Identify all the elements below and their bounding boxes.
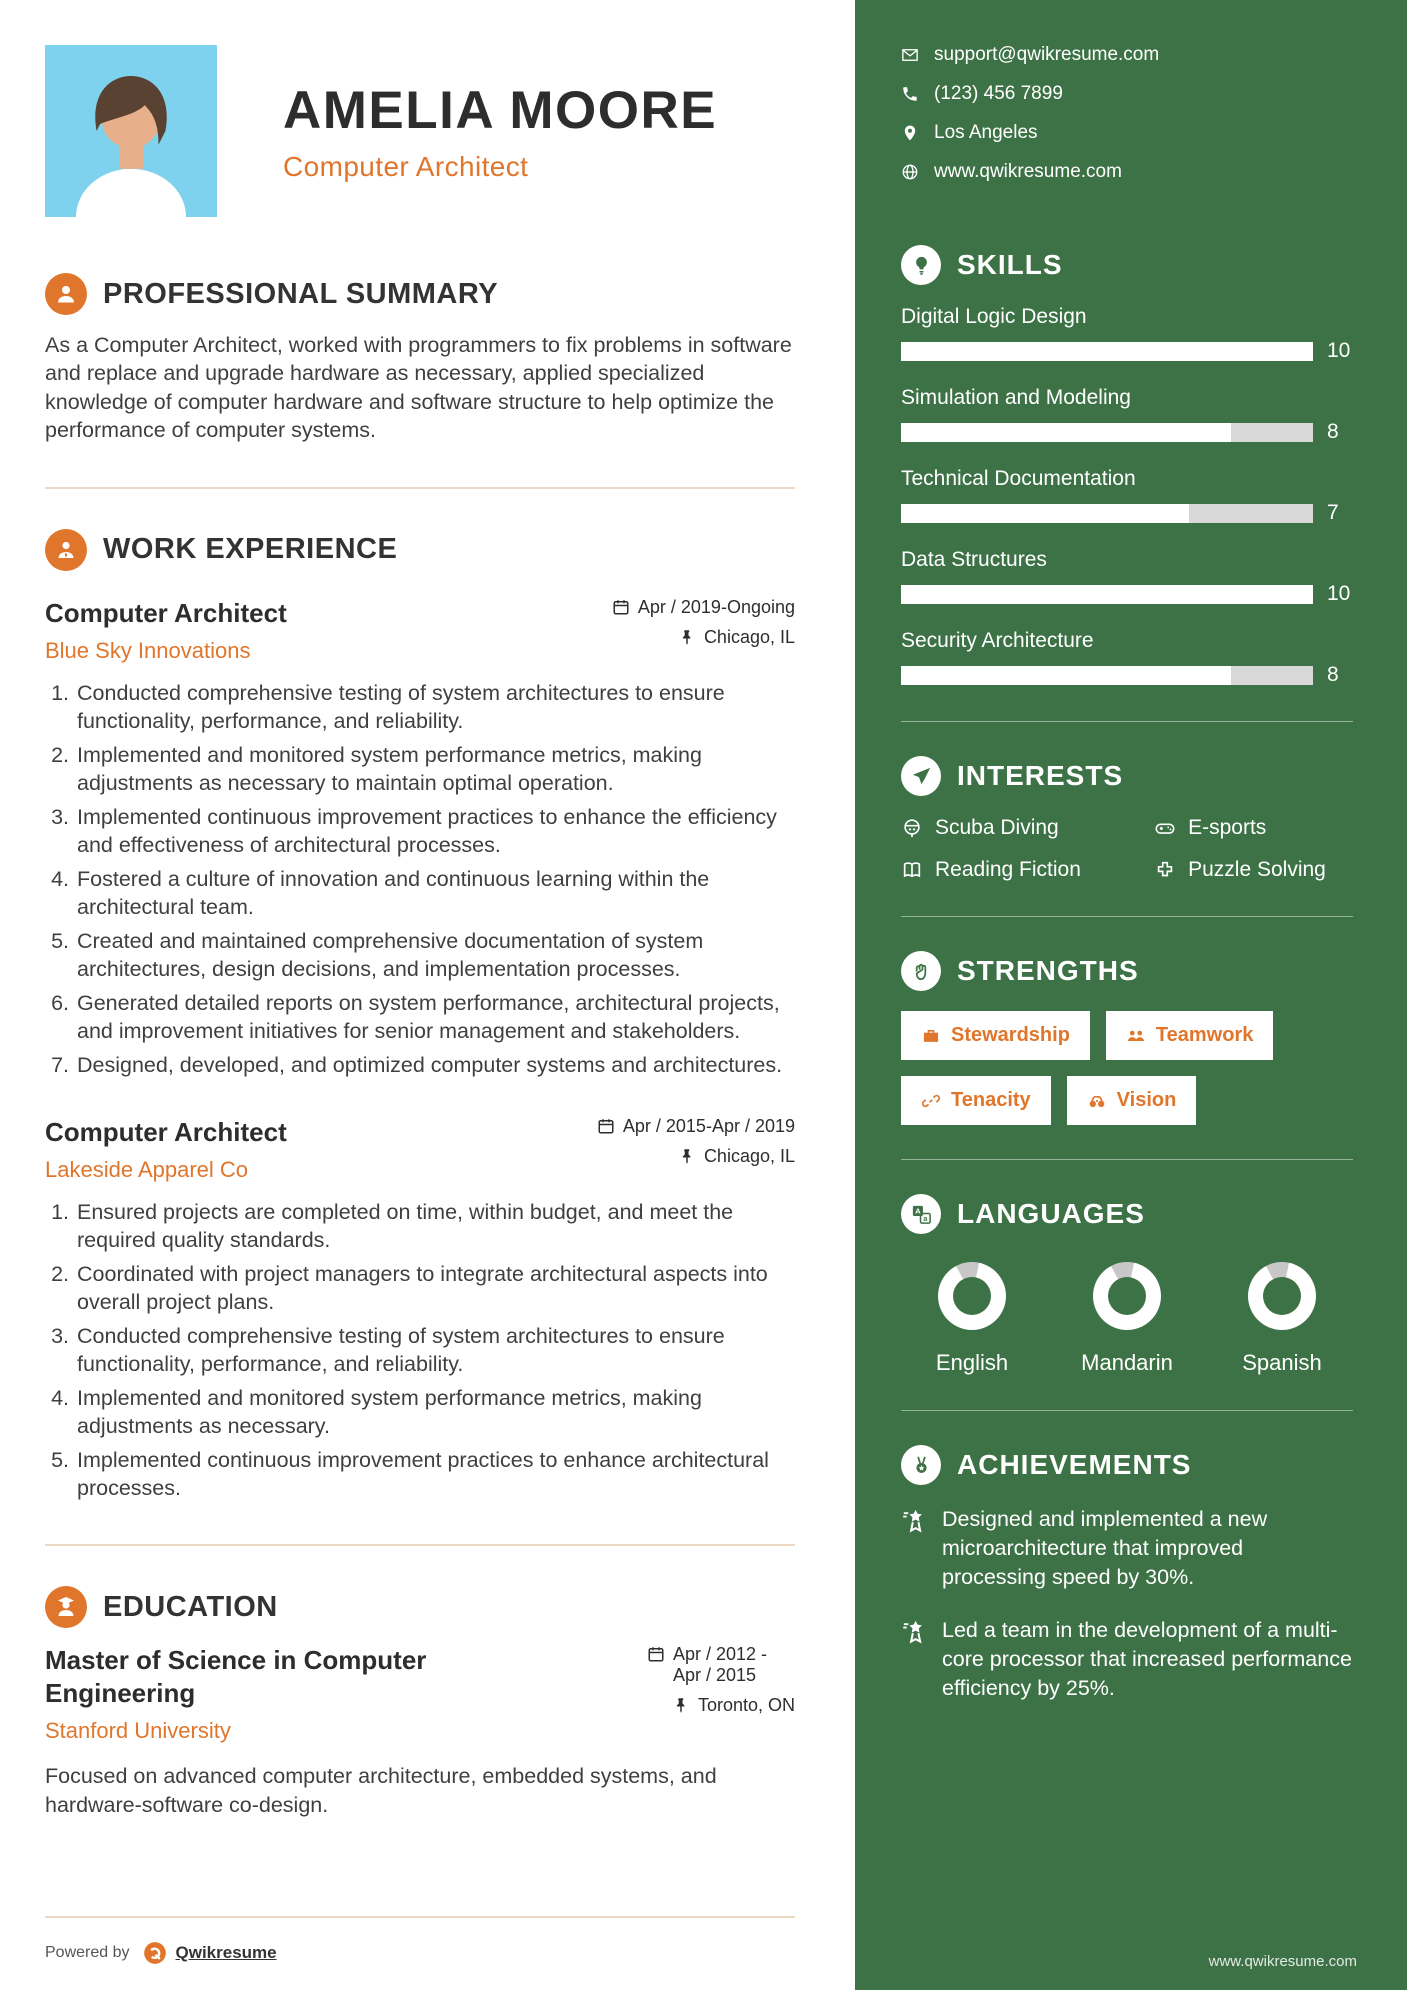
- skill-bar: [901, 666, 1313, 685]
- job-bullet: 2. Coordinated with project managers to integrate architectural aspects into overall project plans.: [75, 1261, 795, 1316]
- job-bullet: 2. Implemented and monitored system performance metrics, making adjustments as necessary to maintain optimal operation.: [75, 742, 795, 797]
- sidebar-footer-website[interactable]: www.qwikresume.com: [1208, 1953, 1357, 1970]
- company-name: Lakeside Apparel Co: [45, 1157, 249, 1183]
- section-divider: [45, 1544, 795, 1546]
- job-bullet: 1. Conducted comprehensive testing of system architectures to ensure functionality, performance, and reliability.: [75, 680, 795, 735]
- education-location-text: Toronto, ON: [697, 1695, 795, 1716]
- degree-title: Master of Science in Computer Engineering: [45, 1645, 427, 1708]
- job-bullet: 4. Fostered a culture of innovation and continuous learning within the architectural team.: [75, 866, 795, 921]
- skill-name: Security Architecture: [901, 629, 1094, 652]
- job-title: Computer Architect: [45, 1116, 287, 1147]
- lightbulb-icon: [901, 245, 941, 285]
- puzzle-icon: [1154, 859, 1176, 881]
- skill-bar-fill: [901, 585, 1313, 604]
- strengths-heading: STRENGTHS: [957, 955, 1139, 986]
- qwikresume-logo-text: Qwikresume: [175, 1943, 277, 1962]
- summary-section: [45, 273, 795, 445]
- job-header-left: [45, 1116, 287, 1184]
- ribbon-star-icon: [901, 1618, 928, 1645]
- company-name: Blue Sky Innovations: [45, 638, 251, 663]
- medal-icon: [901, 1445, 941, 1485]
- skill-name: Data Structures: [901, 548, 1047, 571]
- skill-bar: [901, 585, 1313, 604]
- skill-bar: [901, 423, 1313, 442]
- interests-heading: INTERESTS: [957, 760, 1124, 791]
- calendar-icon: [647, 1645, 665, 1663]
- job-location: [678, 1146, 795, 1167]
- job-location-text: Chicago, IL: [703, 1145, 795, 1166]
- job-entry: [45, 1116, 795, 1503]
- work-heading: WORK EXPERIENCE: [103, 533, 398, 565]
- job-bullet: 1. Ensured projects are completed on time, within budget, and meet the required quality standards.: [75, 1199, 795, 1254]
- languages-row: [901, 1254, 1353, 1376]
- language-donut-chart: [938, 1262, 1006, 1330]
- skill-bar: [901, 504, 1313, 523]
- job-bullet: 6. Generated detailed reports on system performance, architectural projects, and improvement initiatives for senior management and stakeholders.: [75, 990, 795, 1045]
- job-header: [45, 597, 795, 665]
- sidebar-divider: [901, 1410, 1353, 1411]
- school-name: Stanford University: [45, 1718, 231, 1744]
- skill-bar: [901, 342, 1313, 361]
- strength-label: Stewardship: [951, 1024, 1070, 1046]
- contact-block: [901, 44, 1353, 183]
- skill-bar-fill: [901, 504, 1189, 523]
- language-icon: [901, 1194, 941, 1234]
- language-item: [1062, 1262, 1192, 1376]
- work-experience-section: [45, 529, 795, 1503]
- skill-name: Simulation and Modeling: [901, 386, 1131, 409]
- calendar-icon: [612, 598, 630, 616]
- interest-item: [901, 816, 1154, 840]
- profile-photo: [45, 45, 217, 217]
- job-bullet: 7. Designed, developed, and optimized computer systems and architectures.: [75, 1052, 795, 1080]
- binoculars-icon: [1087, 1091, 1107, 1111]
- candidate-job-title: Computer Architect: [283, 150, 529, 182]
- job-title: Computer Architect: [45, 597, 287, 628]
- languages-heading: LANGUAGES: [957, 1198, 1145, 1229]
- powered-by-label: Powered by: [45, 1944, 130, 1961]
- achievement-item: [901, 1505, 1353, 1592]
- languages-section-header: [901, 1194, 1353, 1234]
- contact-location: [901, 122, 1353, 144]
- skill-item: [901, 467, 1353, 525]
- education-heading: EDUCATION: [103, 1590, 278, 1623]
- skill-item: [901, 629, 1353, 687]
- map-pin-icon: [901, 124, 919, 142]
- svg-text:A: A: [914, 1206, 921, 1216]
- achievements-section: [901, 1445, 1353, 1703]
- interest-label: Reading Fiction: [935, 858, 1081, 881]
- job-dates: [612, 597, 795, 618]
- envelope-icon: [901, 46, 919, 64]
- job-header-left: [45, 597, 287, 665]
- job-bullet: 4. Implemented and monitored system performance metrics, making adjustments as necessary.: [75, 1385, 795, 1440]
- job-bullet-list: [45, 1199, 795, 1502]
- skill-bar-fill: [901, 342, 1313, 361]
- education-description: Focused on advanced computer architecture, embedded systems, and hardware-software co-design.: [45, 1764, 717, 1817]
- sidebar-divider: [901, 721, 1353, 722]
- contact-email[interactable]: [901, 44, 1353, 66]
- language-name: Spanish: [1242, 1350, 1322, 1375]
- interest-item: [1154, 858, 1353, 882]
- job-dates-text: Apr / 2015-Apr / 2019: [622, 1115, 795, 1136]
- qwikresume-logo[interactable]: [142, 1940, 277, 1966]
- skill-name: Technical Documentation: [901, 467, 1136, 490]
- education-location: [672, 1695, 795, 1716]
- skill-value: 10: [1327, 339, 1351, 362]
- link-icon: [921, 1091, 941, 1111]
- game-controller-icon: [1154, 817, 1176, 839]
- sidebar-divider: [901, 1159, 1353, 1160]
- job-bullet-list: [45, 680, 795, 1080]
- education-section: [45, 1586, 795, 1819]
- interest-label: Puzzle Solving: [1188, 858, 1326, 881]
- calendar-icon: [597, 1117, 615, 1135]
- job-meta: [580, 597, 795, 665]
- candidate-name: AMELIA MOORE: [283, 80, 718, 140]
- qwikresume-logo-icon: [142, 1940, 168, 1966]
- language-item: [907, 1262, 1037, 1376]
- job-dates: [597, 1116, 795, 1137]
- job-bullet: 5. Implemented continuous improvement practices to enhance architectural processes.: [75, 1447, 795, 1502]
- pushpin-icon: [678, 1147, 696, 1165]
- sidebar: [855, 0, 1407, 1990]
- skills-heading: SKILLS: [957, 249, 1063, 280]
- pushpin-icon: [672, 1696, 690, 1714]
- skill-item: [901, 548, 1353, 606]
- skill-item: [901, 305, 1353, 363]
- interests-grid: [901, 816, 1353, 882]
- summary-heading: PROFESSIONAL SUMMARY: [103, 277, 499, 310]
- skill-bar-fill: [901, 666, 1231, 685]
- interest-item: [1154, 816, 1353, 840]
- job-location-text: Chicago, IL: [703, 626, 795, 647]
- skill-value: 10: [1327, 582, 1351, 605]
- scuba-diving-icon: [901, 817, 923, 839]
- fist-icon: [901, 951, 941, 991]
- briefcase-icon: [921, 1026, 941, 1046]
- job-bullet: 3. Conducted comprehensive testing of system architectures to ensure functionality, performance, and reliability.: [75, 1323, 795, 1378]
- strength-label: Vision: [1116, 1089, 1177, 1111]
- education-dates: [647, 1644, 795, 1686]
- phone-icon: [901, 85, 919, 103]
- contact-phone-text: (123) 456 7899: [934, 83, 1063, 104]
- language-name: English: [935, 1350, 1009, 1375]
- globe-icon: [901, 163, 919, 181]
- work-section-header: [45, 529, 795, 571]
- skill-item: [901, 386, 1353, 444]
- language-item: [1217, 1262, 1347, 1376]
- skill-bar-fill: [901, 423, 1231, 442]
- job-dates-text: Apr / 2019-Ongoing: [637, 596, 795, 617]
- contact-phone[interactable]: [901, 83, 1353, 105]
- strengths-grid: [901, 1011, 1353, 1125]
- strength-item: [901, 1011, 1090, 1060]
- language-name: Mandarin: [1081, 1350, 1173, 1375]
- education-header: [45, 1644, 795, 1744]
- team-icon: [1126, 1026, 1146, 1046]
- interests-section-header: [901, 756, 1353, 796]
- achievements-heading: ACHIEVEMENTS: [957, 1449, 1192, 1480]
- svg-text:a: a: [922, 1214, 927, 1223]
- identity-header: [45, 45, 795, 217]
- education-section-header: [45, 1586, 795, 1628]
- section-divider: [45, 487, 795, 489]
- interest-label: Scuba Diving: [935, 816, 1059, 839]
- language-donut-chart: [1093, 1262, 1161, 1330]
- job-header: [45, 1116, 795, 1184]
- languages-section: [901, 1194, 1353, 1376]
- achievement-text: Designed and implemented a new microarchitecture that improved processing speed by 30%.: [942, 1507, 1268, 1590]
- language-donut-chart: [1248, 1262, 1316, 1330]
- identity-text: [283, 80, 717, 183]
- footer-row: [45, 1940, 795, 1966]
- summary-section-header: [45, 273, 795, 315]
- reading-book-icon: [901, 859, 923, 881]
- job-bullet: 5. Created and maintained comprehensive documentation of system architectures, design decisions, and implementation processes.: [75, 928, 795, 983]
- footer-divider: [45, 1916, 795, 1918]
- skill-value: 8: [1327, 663, 1339, 686]
- education-meta: [580, 1644, 795, 1744]
- contact-email-text: support@qwikresume.com: [934, 44, 1160, 65]
- education-header-left: [45, 1644, 495, 1744]
- strength-item: [901, 1076, 1051, 1125]
- skills-section: [901, 245, 1353, 687]
- strength-label: Tenacity: [951, 1089, 1031, 1111]
- skills-section-header: [901, 245, 1353, 285]
- job-meta: [580, 1116, 795, 1184]
- education-dates-text: Apr / 2012 - Apr / 2015: [673, 1644, 768, 1686]
- worker-icon: [45, 529, 87, 571]
- graduate-icon: [45, 1586, 87, 1628]
- strength-item: [1106, 1011, 1273, 1060]
- strengths-section: [901, 951, 1353, 1125]
- achievements-section-header: [901, 1445, 1353, 1485]
- job-bullet: 3. Implemented continuous improvement practices to enhance the efficiency and effectiveness of architectural processes.: [75, 804, 795, 859]
- person-icon: [45, 273, 87, 315]
- sidebar-divider: [901, 916, 1353, 917]
- interest-item: [901, 858, 1154, 882]
- achievement-text: Led a team in the development of a multi-core processor that increased performance efficiency by 25%.: [942, 1618, 1352, 1701]
- job-entry: [45, 597, 795, 1080]
- skill-value: 7: [1327, 501, 1339, 524]
- paper-plane-icon: [901, 756, 941, 796]
- strength-item: [1067, 1076, 1197, 1125]
- contact-website[interactable]: [901, 161, 1353, 183]
- strength-label: Teamwork: [1155, 1024, 1254, 1046]
- summary-text: As a Computer Architect, worked with programmers to fix problems in software and replace and upgrade hardware as necessary, applied specialized knowledge of computer hardware and software structure to help optimize the performance of computer systems.: [45, 333, 792, 443]
- pushpin-icon: [678, 628, 696, 646]
- strengths-section-header: [901, 951, 1353, 991]
- contact-location-text: Los Angeles: [934, 122, 1038, 143]
- interest-label: E-sports: [1188, 816, 1267, 839]
- page-footer: [45, 1916, 795, 1966]
- job-location: [678, 627, 795, 648]
- contact-website-text: www.qwikresume.com: [934, 161, 1122, 182]
- skill-value: 8: [1327, 420, 1339, 443]
- achievement-item: [901, 1616, 1353, 1703]
- ribbon-star-icon: [901, 1507, 928, 1534]
- skill-name: Digital Logic Design: [901, 305, 1087, 328]
- interests-section: [901, 756, 1353, 882]
- profile-photo-illustration: [45, 45, 217, 217]
